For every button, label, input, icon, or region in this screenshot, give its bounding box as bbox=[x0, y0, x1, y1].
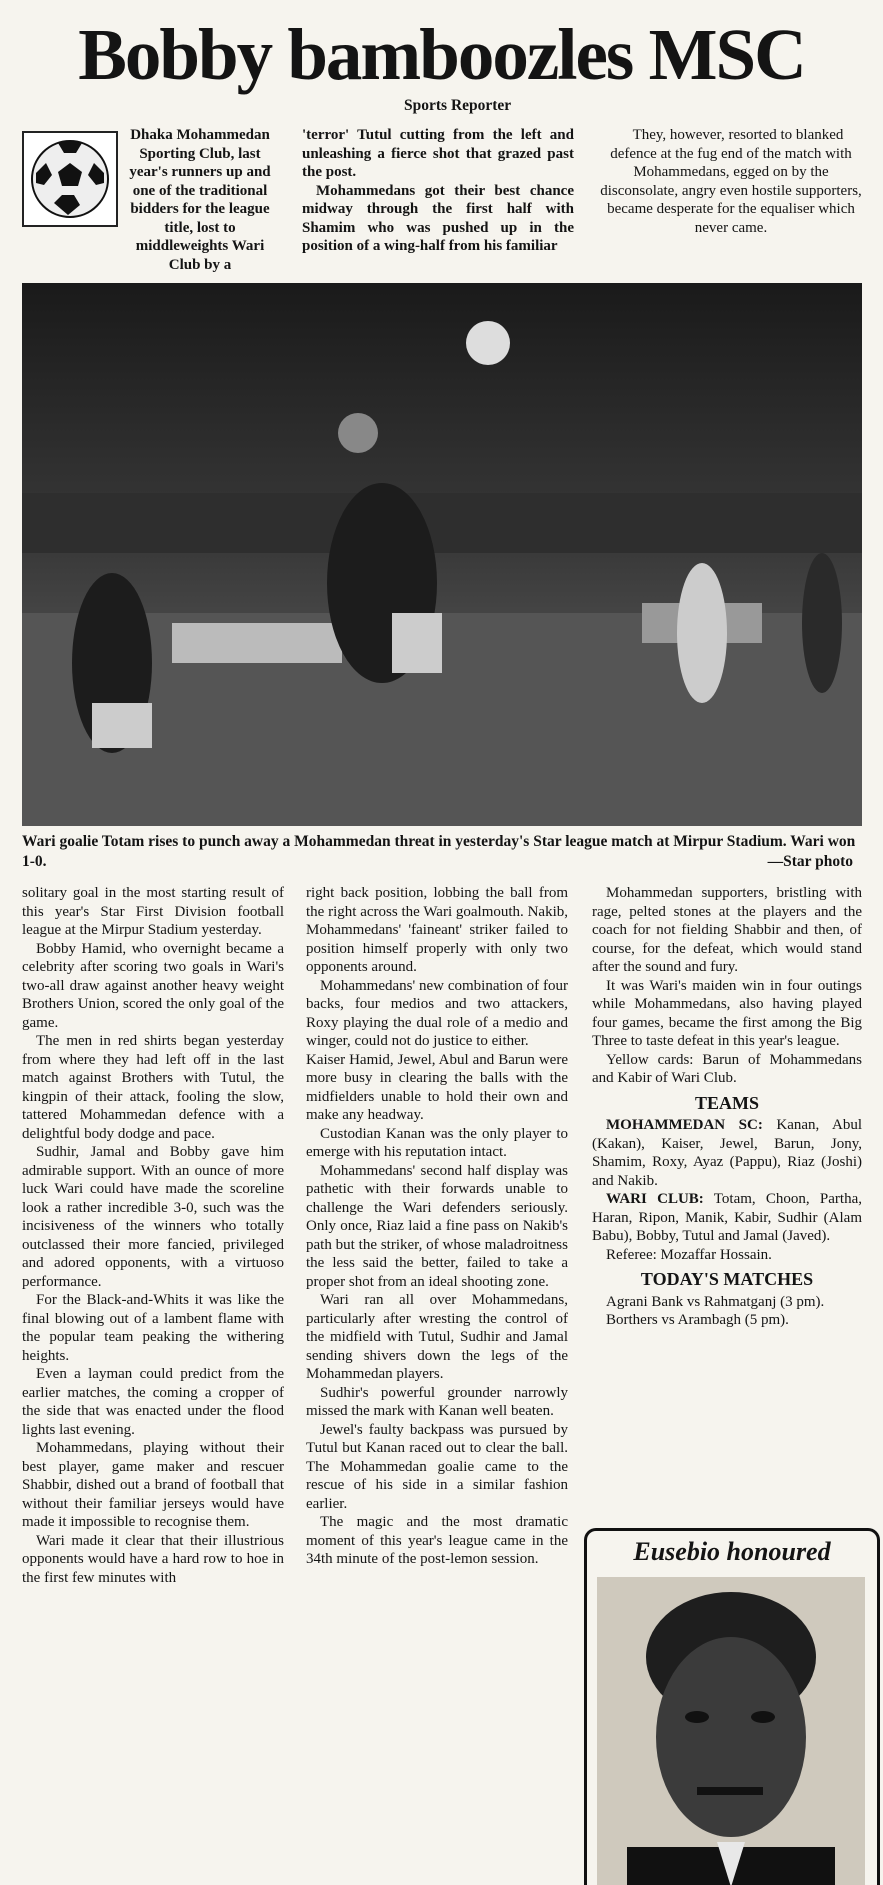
match-listing: Borthers vs Arambagh (5 pm). bbox=[606, 1312, 789, 1328]
match-photo bbox=[22, 283, 862, 826]
paragraph: solitary goal in the most starting result of this year's Star First Division football league at the Mirpur Stadium yesterday. bbox=[22, 885, 284, 938]
photo-credit: —Star photo bbox=[767, 853, 853, 870]
paragraph: The magic and the most dramatic moment of this year's league came in the 34th minute of the post-lemon session. bbox=[306, 1514, 568, 1567]
paragraph: 'terror' Tutul cutting from the left and unleashing a fierce shot that grazed past the post. bbox=[302, 127, 574, 180]
referee: Referee: Mozaffar Hossain. bbox=[606, 1246, 772, 1263]
paragraph: The men in red shirts began yesterday from where they had left off in the last match against Brothers with Tutul, the kingpin of their attack, fooling the slow, tattered Mohammedan defence with a delightful body dodge and pace. bbox=[22, 1033, 284, 1142]
paragraph: It was Wari's maiden win in four outings while Mohammedans, also having played four games, became the first among the Big Three to taste defeat in this year's league. bbox=[592, 977, 862, 1049]
top-middle-column bbox=[302, 126, 574, 256]
wari-lineup bbox=[592, 1190, 862, 1246]
paragraph: Mohammedans' new combination of four backs, four medios and two attackers, Roxy playing the dual role of a medio and winger, could not do justice to either. bbox=[306, 977, 568, 1049]
paragraph: Bobby Hamid, who overnight became a celebrity after scoring two goals in Wari's two-all draw against another heavy weight Brothers Union, scored the only goal of the game. bbox=[22, 940, 284, 1031]
paragraph: For the Black-and-Whits it was like the final blowing out of a lambent flame with the popular team peaking the withering heights. bbox=[22, 1292, 284, 1364]
teams-heading: TEAMS bbox=[694, 1092, 759, 1113]
msc-label: MOHAMMEDAN SC: bbox=[606, 1117, 763, 1133]
msc-lineup bbox=[592, 1116, 862, 1190]
paragraph: Kaiser Hamid, Jewel, Abul and Barun were more busy in clearing the balls with the midfielders unable to hold their own and make any headway. bbox=[306, 1051, 568, 1123]
todays-matches-heading: TODAY'S MATCHES bbox=[640, 1269, 814, 1289]
paragraph: Wari made it clear that their illustrious opponents would have a hard row to hoe in the first few minutes with bbox=[22, 1532, 284, 1586]
wari-label: WARI CLUB: bbox=[606, 1191, 704, 1207]
paragraph: right back position, lobbing the ball from the right across the Wari goalmouth. Nakib, Mohammedans' 'faineant' striker failed to position himself properly with only two opponents around. bbox=[306, 885, 568, 975]
body-column-1 bbox=[22, 884, 284, 1587]
paragraph: Jewel's faulty backpass was pursued by Tutul but Kanan raced out to clear the ball. The Mohammedan goalie came to the rescue of his side in a similar fashion earlier. bbox=[306, 1421, 568, 1512]
paragraph: Mohammedan supporters, bristling with rage, pelted stones at the players and the coach for not fielding Shabbir and then, of course, for the defeat, which would stand after the sound and fury. bbox=[592, 885, 862, 975]
paragraph: They, however, resorted to blanked defence at the fug end of the match with Mohammedans, egged on by the disconsolate, angry even hostile supporters, became desperate for the equaliser which never came. bbox=[600, 127, 862, 236]
headline: Bobby bamboozles MSC bbox=[78, 14, 805, 95]
match-listing: Agrani Bank vs Rahmatganj (3 pm). bbox=[606, 1293, 825, 1310]
paragraph: Sudhir, Jamal and Bobby gave him admirable support. With an ounce of more luck Wari could have made the scoreline look a rather incredible 3-0, such was the incisiveness of the winners who totally outclassed their more fancied, privileged and adored opponents, with a virtuoso performance. bbox=[22, 1144, 284, 1290]
paragraph: Sudhir's powerful grounder narrowly missed the mark with Kanan well beaten. bbox=[306, 1384, 568, 1419]
top-right-column bbox=[600, 126, 862, 237]
body-column-2 bbox=[306, 884, 568, 1569]
paragraph: Mohammedans, playing without their best player, game maker and rescuer Shabbir, dished out a brand of football that without their familiar jerseys would have made it impossible to recognise them. bbox=[22, 1440, 284, 1530]
paragraph: Yellow cards: Barun of Mohammedans and Kabir of Wari Club. bbox=[592, 1051, 862, 1086]
wari-players: Totam, Choon, Partha, Haran, Ripon, Manik, Kabir, Sudhir (Alam Babu), Bobby, Tutul and Jamal (Javed). bbox=[592, 1191, 862, 1244]
paragraph: Wari ran all over Mohammedans, particularly after wresting the control of the midfield with Tutul, Sudhir and Jamal sending shivers down the legs of the Mohammedan players. bbox=[306, 1292, 568, 1382]
eusebio-portrait bbox=[597, 1577, 865, 1885]
football-icon bbox=[22, 131, 118, 227]
photo-caption: Wari goalie Totam rises to punch away a Mohammedan threat in yesterday's Star league match at Mirpur Stadium. Wari won 1-0. bbox=[22, 833, 856, 870]
sidebar-title: Eusebio honoured bbox=[633, 1537, 831, 1566]
intro-column: Dhaka Mohammedan Sporting Club, last year's runners up and one of the traditional bidders for the league title, lost to middleweights Wari Club by a bbox=[129, 127, 271, 273]
body-column-3 bbox=[592, 884, 862, 1330]
paragraph: Even a layman could predict from the earlier matches, the coming a cropper of the side that was enacted under the flood lights last evening. bbox=[22, 1366, 284, 1438]
paragraph: Mohammedans got their best chance midway through the first half with Shamim who was pushed up in the position of a wing-half from his familiar bbox=[302, 182, 574, 254]
eusebio-sidebar bbox=[584, 1528, 880, 1885]
paragraph: Mohammedans' second half display was pathetic with their forwards unable to challenge the Wari defenders seriously. Only once, Riaz laid a fine pass on Nakib's path but the striker, of whose maladroitness the less said the better, failed to take a proper shot from an ideal shooting zone. bbox=[306, 1162, 568, 1290]
msc-players: Kanan, Abul (Kakan), Kaiser, Jewel, Barun, Jony, Shamim, Roxy, Ayaz (Pappu), Riaz (Joshi) and Nakib. bbox=[592, 1117, 862, 1189]
paragraph: Custodian Kanan was the only player to emerge with his reputation intact. bbox=[306, 1125, 568, 1160]
byline: Sports Reporter bbox=[404, 97, 512, 114]
